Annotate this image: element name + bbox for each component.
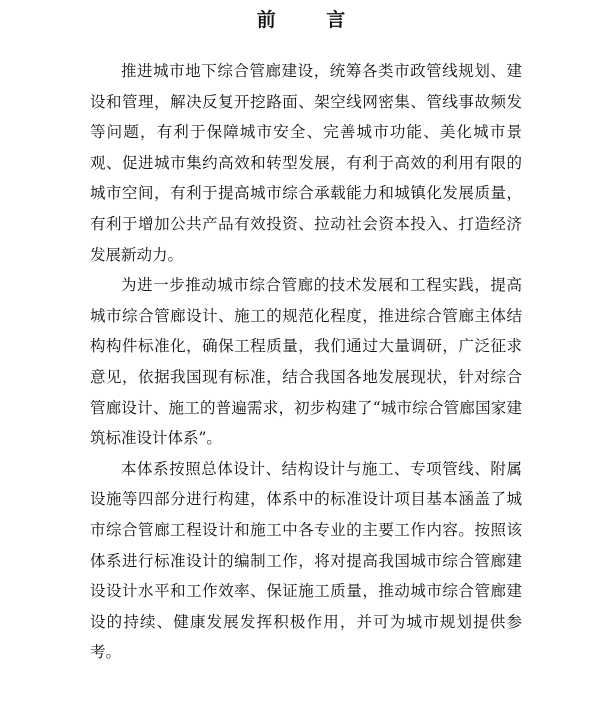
paragraph-2: 为进一步推动城市综合管廊的技术发展和工程实践，提高城市综合管廊设计、施工的规范化程度，推进综合管廊主体结构构件标准化，确保工程质量，我们通过大量调研，广泛征求意见，依据我国现有标准，结合我国各地发展现状，针对综合管廊设计、施工的普遍需求，初步构建了“城市综合管廊国家建筑标准设计体系”。 <box>90 276 522 448</box>
paragraph-1: 推进城市地下综合管廊建设，统筹各类市政管线规划、建设和管理，解决反复开挖路面、架空线网密集、管线事故频发等问题，有利于保障城市安全、完善城市功能、美化城市景观、促进城市集约高效和转型发展，有利于高效的利用有限的城市空间，有利于提高城市综合承载能力和城镇化发展质量，有利于增加公共产品有效投资、拉动社会资本投入、打造经济发展新动力。 <box>90 62 522 264</box>
preface-body <box>90 56 522 668</box>
page-title: 前 言 <box>256 9 368 31</box>
paragraph-3: 本体系按照总体设计、结构设计与施工、专项管线、附属设施等四部分进行构建，体系中的标准设计项目基本涵盖了城市综合管廊工程设计和施工中各专业的主要工作内容。按照该体系进行标准设计的编制工作，将对提高我国城市综合管廊建设设计水平和工作效率、保证施工质量，推动城市综合管廊建设的持续、健康发展发挥积极作用，并可为城市规划提供参考。 <box>90 459 522 662</box>
